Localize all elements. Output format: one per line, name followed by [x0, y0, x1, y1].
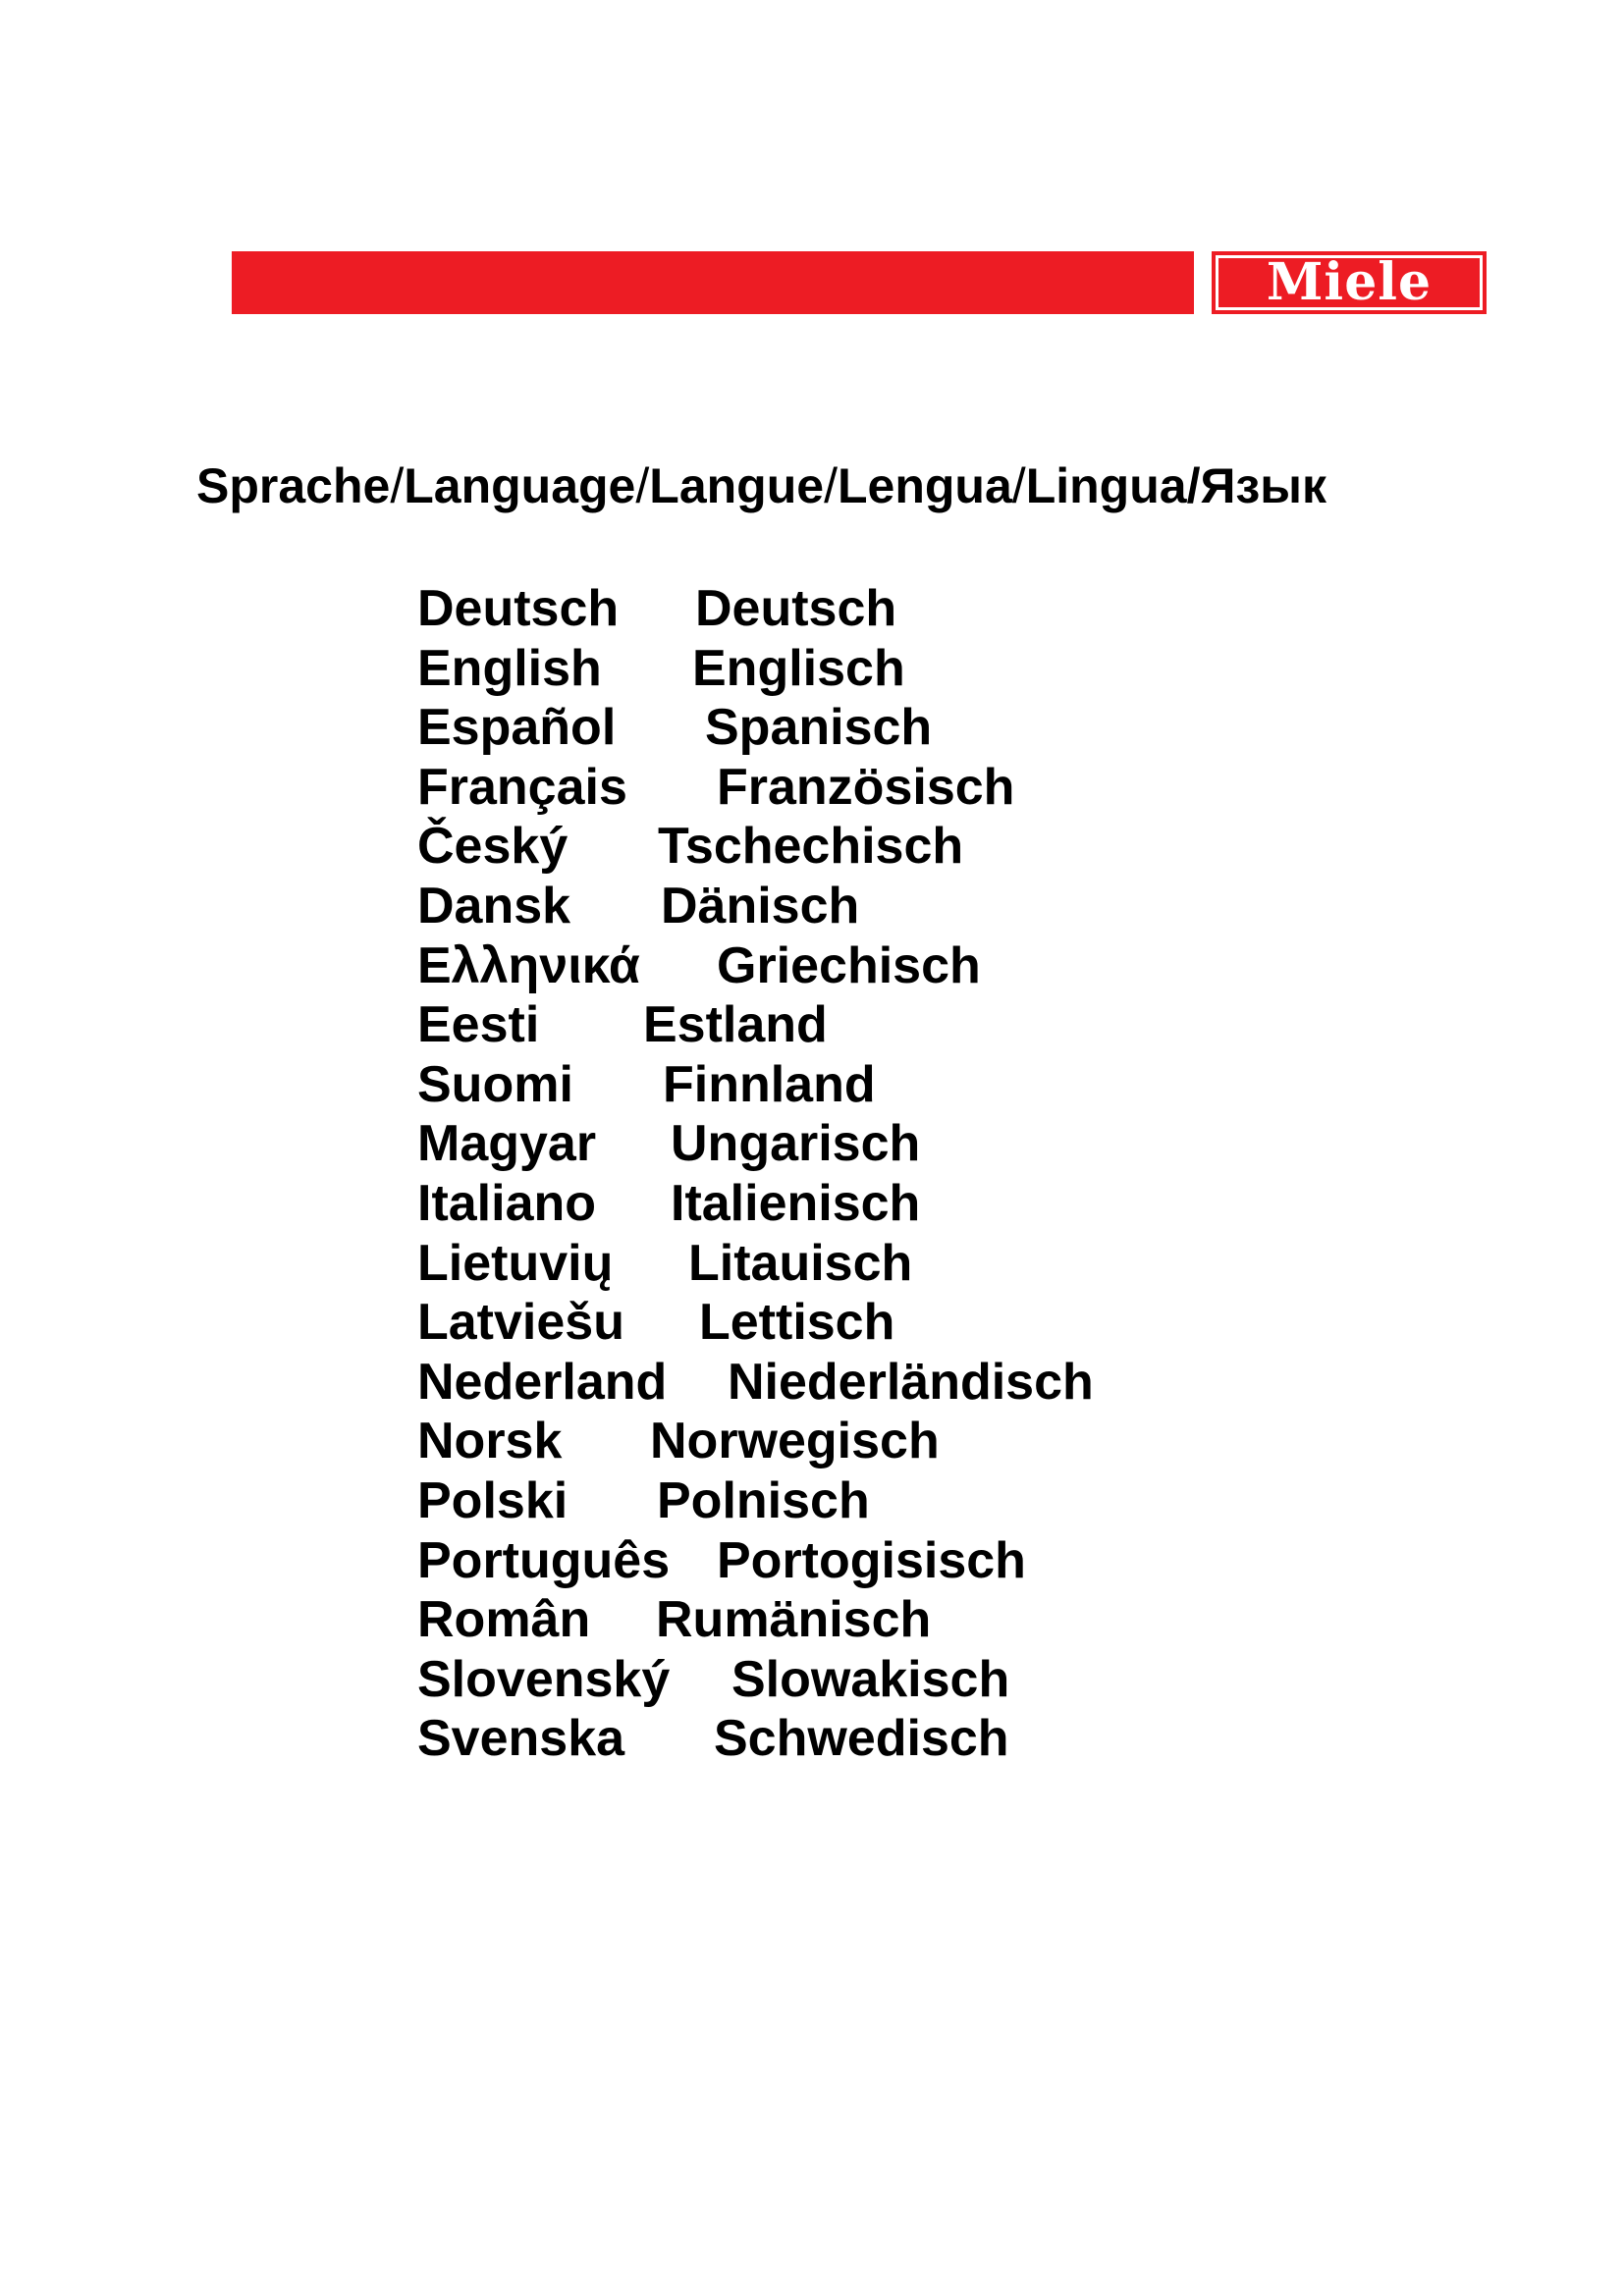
german-language-name: Schwedisch [714, 1710, 1009, 1768]
german-language-name: Lettisch [699, 1294, 895, 1352]
german-language-name: Litauisch [688, 1234, 913, 1292]
native-language-name: Español [417, 699, 617, 757]
german-language-name: Englisch [692, 639, 905, 697]
native-language-name: Magyar [417, 1115, 597, 1173]
german-language-name: Französisch [717, 758, 1015, 816]
title-part: Язык [1200, 458, 1326, 513]
native-language-name: Suomi [417, 1055, 573, 1113]
native-language-name: Český [417, 818, 568, 876]
german-language-name: Finnland [663, 1055, 876, 1113]
native-language-name: Latviešu [417, 1294, 624, 1352]
german-language-name: Ungarisch [671, 1115, 921, 1173]
logo-frame [1216, 252, 1483, 312]
native-language-name: English [417, 639, 602, 697]
page-title [196, 458, 1326, 513]
title-part: Lengua [837, 458, 1012, 513]
native-language-name: Polski [417, 1471, 568, 1529]
title-part: Langue [649, 458, 825, 513]
german-language-name: Dänisch [661, 877, 860, 934]
brand-bar [232, 251, 1194, 314]
title-part: Sprache [196, 458, 391, 513]
native-language-name: Nederland [417, 1353, 668, 1411]
native-language-name: Slovenský [417, 1650, 671, 1708]
title-separator: / [390, 458, 405, 513]
german-language-name: Tschechisch [658, 818, 964, 876]
native-language-name: Português [417, 1531, 671, 1589]
german-language-name: Slowakisch [731, 1650, 1010, 1708]
miele-logo [1212, 251, 1487, 314]
native-language-name: Român [417, 1591, 591, 1649]
german-language-name: Spanisch [705, 699, 933, 757]
title-separator: / [1011, 458, 1026, 513]
logo-text: Miele [1266, 252, 1433, 312]
german-language-name: Rumänisch [656, 1591, 932, 1649]
native-language-name: Eesti [417, 996, 540, 1054]
native-language-name: Français [417, 758, 627, 816]
title-part: Lingua [1025, 458, 1187, 513]
german-language-name: Italienisch [671, 1174, 921, 1232]
native-language-name: Svenska [417, 1710, 625, 1768]
native-language-name: Ελληνικά [417, 936, 640, 994]
title-separator: / [635, 458, 650, 513]
native-language-name: Dansk [417, 877, 571, 934]
german-language-name: Deutsch [695, 580, 897, 637]
german-language-name: Niederländisch [728, 1353, 1094, 1411]
title-separator: / [1186, 458, 1201, 513]
title-part: Language [404, 458, 636, 513]
german-language-name: Estland [643, 996, 828, 1054]
german-language-name: Polnisch [657, 1471, 870, 1529]
german-language-name: Portogisisch [717, 1531, 1026, 1589]
native-language-name: Italiano [417, 1174, 597, 1232]
native-language-name: Lietuvių [417, 1234, 614, 1292]
native-language-name: Norsk [417, 1413, 563, 1470]
native-language-name: Deutsch [417, 580, 620, 637]
german-language-name: Norwegisch [650, 1413, 940, 1470]
german-language-name: Griechisch [717, 936, 981, 994]
title-separator: / [824, 458, 838, 513]
